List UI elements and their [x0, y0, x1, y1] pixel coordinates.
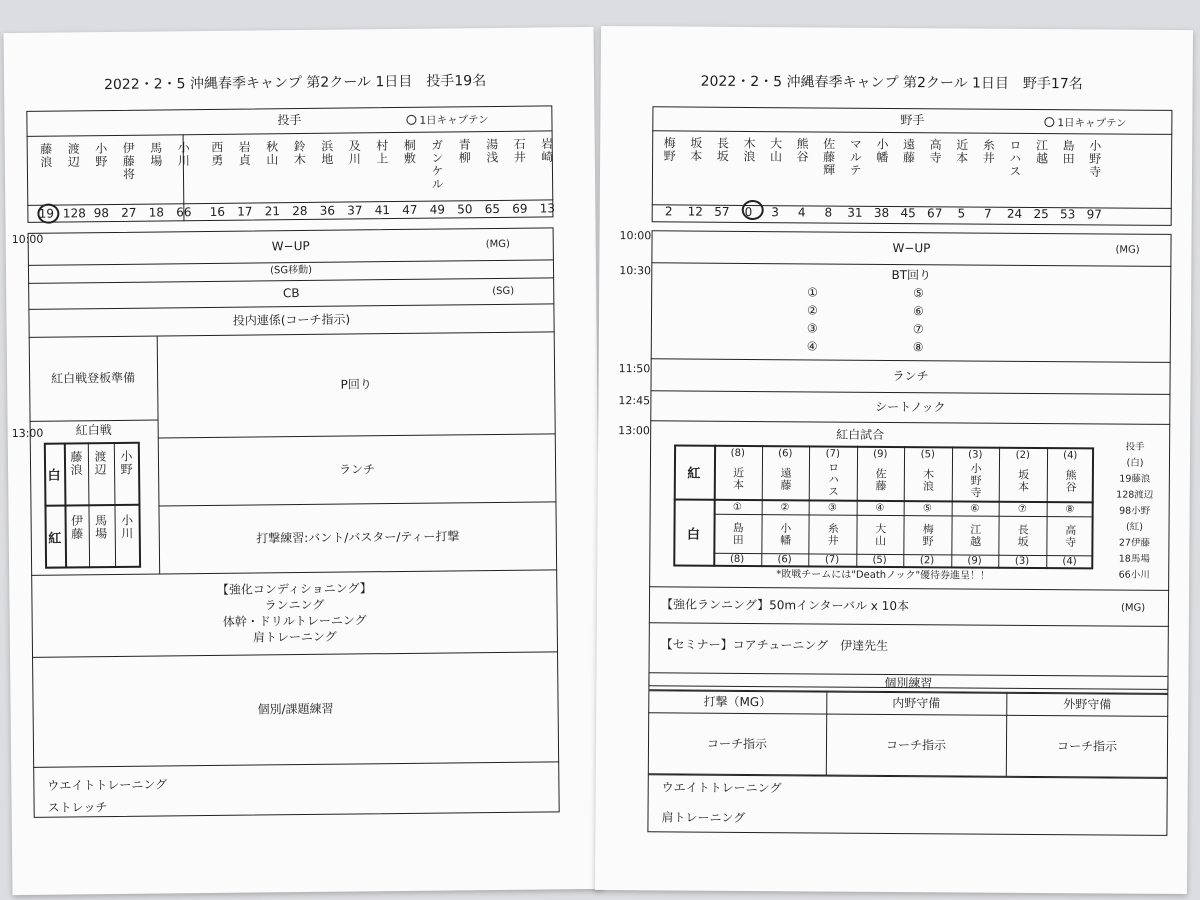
player-name: 高寺 — [928, 138, 943, 165]
white-team-label: 白 — [686, 527, 701, 543]
pitcher-name: 渡辺 — [92, 450, 108, 477]
red-pitchers-label: (紅) — [1126, 521, 1144, 533]
conditioning-item: 体幹・ドリルトレーニング — [222, 613, 367, 629]
player-number: 41 — [374, 203, 391, 218]
white-player: 長坂 — [1016, 523, 1030, 548]
captain-circle — [37, 204, 59, 224]
kohaku-title: 紅白試合 — [836, 427, 885, 442]
bt-group: ② — [806, 303, 818, 318]
player-name: 岩貞 — [237, 140, 252, 167]
player-number: 97 — [1086, 207, 1103, 222]
conditioning-item: 肩トレーニング — [252, 629, 337, 645]
white-player: 高寺 — [1063, 524, 1077, 549]
player-name: 岩崎 — [539, 137, 554, 164]
red-player: 熊谷 — [1064, 469, 1078, 494]
coach-cell: コーチ指示 — [1056, 739, 1118, 754]
player-name: 小野 — [93, 142, 108, 169]
pitcher-name: 藤浪 — [68, 450, 84, 477]
bt-group: ③ — [806, 321, 818, 336]
player-name: 糸井 — [981, 138, 996, 165]
batting-order: ④ — [875, 502, 885, 514]
section-title: 投手 — [277, 113, 302, 128]
captain-legend: 1日キャプテン — [1044, 115, 1126, 131]
shoulder-row: 肩トレーニング — [661, 810, 746, 825]
bt-group: ④ — [806, 339, 818, 354]
player-number: 21 — [264, 204, 281, 219]
batting-order: ③ — [827, 502, 837, 514]
circle-icon — [406, 115, 416, 125]
red-player: 近本 — [731, 466, 745, 491]
pitcher-schedule-sheet — [4, 27, 603, 895]
white-position: (9) — [967, 555, 982, 567]
player-number: 3 — [771, 205, 779, 220]
red-team-label: 紅 — [687, 466, 701, 482]
player-name: マルテ — [848, 137, 863, 177]
player-name: ガンケル — [429, 138, 445, 191]
player-name: 坂本 — [688, 136, 703, 163]
wup-row: W−UP — [271, 238, 310, 254]
player-number: 67 — [927, 206, 943, 221]
white-player: 小幡 — [778, 522, 792, 547]
player-name: 石井 — [512, 137, 527, 164]
red-player: 遠藤 — [779, 467, 793, 492]
white-player: 糸井 — [826, 522, 840, 547]
player-number: 13 — [539, 201, 556, 216]
player-number: 12 — [687, 204, 704, 219]
player-number: 24 — [1006, 206, 1023, 221]
player-number: 7 — [984, 206, 992, 221]
player-name: 小野寺 — [1087, 139, 1102, 179]
player-name: 島田 — [1061, 139, 1076, 166]
player-name: 桐敷 — [402, 138, 417, 165]
player-name: 村上 — [374, 139, 389, 166]
player-number: 36 — [319, 203, 336, 218]
player-name: 西勇 — [209, 140, 224, 167]
red-position: (5) — [920, 448, 935, 460]
white-position: (3) — [1014, 555, 1030, 567]
lunch-row: ランチ — [339, 462, 376, 477]
cb-tag: (SG) — [492, 285, 515, 298]
player-number: 2 — [664, 204, 673, 219]
stretch-row: ストレッチ — [47, 800, 108, 815]
circle-icon — [1044, 117, 1054, 127]
cb-row: CB — [282, 285, 300, 301]
coach-cell: コーチ指示 — [706, 736, 768, 752]
bt-title: BT回り — [891, 267, 932, 283]
time-label: 10:00 — [11, 232, 44, 247]
red-player: 小野寺 — [968, 462, 983, 499]
red-player: ロハス — [826, 461, 840, 498]
white-player: 島田 — [731, 521, 745, 546]
player-name: 江越 — [1034, 138, 1049, 166]
player-number: 19 — [38, 206, 55, 221]
batting-order: ⑤ — [922, 502, 932, 514]
pitcher-entry: 98小野 — [1119, 505, 1151, 517]
player-name: 近本 — [954, 138, 969, 165]
pitcher-entry: 19藤浪 — [1119, 473, 1151, 485]
outfield-col: 外野守備 — [1063, 697, 1112, 712]
time-label: 10:00 — [619, 229, 652, 243]
conditioning-item: ランニング — [264, 597, 325, 613]
player-name: 長坂 — [715, 136, 730, 163]
player-name: 梅野 — [662, 136, 677, 163]
kohaku-prep-cell: 紅白戦登板準備 — [51, 370, 136, 386]
red-position: (7) — [825, 448, 840, 460]
p-mawari-cell: P回り — [340, 377, 372, 392]
player-name: 鈴木 — [292, 139, 307, 167]
red-position: (9) — [873, 448, 888, 460]
player-name: 青柳 — [457, 138, 472, 165]
player-number: 5 — [957, 206, 966, 221]
renkei-row: 投内連係(コーチ指示) — [232, 312, 351, 328]
red-position: (2) — [1015, 449, 1030, 461]
player-name: 小幡 — [874, 137, 890, 164]
white-position: (7) — [824, 554, 840, 566]
bt-group: ⑥ — [912, 304, 924, 319]
player-number: 18 — [148, 205, 165, 220]
player-number: 65 — [484, 201, 501, 217]
player-name: 浜地 — [319, 139, 334, 166]
knock-row: シートノック — [875, 399, 946, 415]
batting-order: ⑥ — [970, 503, 980, 515]
kohaku-label: 紅白戦 — [75, 422, 112, 438]
player-name: ロハス — [1007, 138, 1023, 178]
conditioning-title: 【強化コンディショニング】 — [216, 580, 372, 597]
pitcher-entry: 128渡辺 — [1116, 489, 1154, 501]
pitcher-name: 小川 — [119, 513, 134, 540]
time-label: 12:45 — [618, 394, 651, 408]
pitcher-name: 小野 — [118, 449, 134, 476]
player-number: 31 — [847, 205, 863, 220]
white-position: (2) — [919, 554, 935, 566]
batting-row: 打撃練習:バント/バスター/ティー打撃 — [256, 529, 460, 546]
weight-row: ウエイトトレーニング — [661, 780, 782, 796]
player-number: 49 — [429, 202, 446, 217]
white-team-label: 白 — [47, 468, 61, 484]
time-label: 10:30 — [619, 264, 652, 278]
page-title: 2022・2・5 沖縄春季キャンプ 第2クール 1日目 野手17名 — [700, 73, 1083, 93]
white-player: 梅野 — [921, 523, 935, 548]
batting-order: ⑧ — [1065, 503, 1075, 515]
player-number: 25 — [1033, 206, 1049, 222]
white-position: (6) — [777, 553, 792, 565]
pitchers-title: 投手 — [1125, 441, 1145, 453]
seminar-row: 【セミナー】コアチューニング 伊達先生 — [660, 637, 889, 653]
player-number: 57 — [714, 204, 730, 219]
page-title: 2022・2・5 沖縄春季キャンプ 第2クール 1日目 投手19名 — [103, 73, 487, 94]
kobetsu-row: 個別/課題練習 — [257, 701, 334, 717]
coach-cell: コーチ指示 — [885, 737, 947, 753]
player-number: 47 — [402, 202, 418, 217]
wup-row: W−UP — [892, 240, 931, 256]
player-number: 28 — [292, 203, 308, 219]
time-label: 11:50 — [618, 362, 651, 376]
pitcher-entry: 27伊藤 — [1118, 537, 1151, 549]
white-pitchers-label: (白) — [1126, 457, 1144, 469]
lunch-row: ランチ — [892, 368, 929, 384]
white-player: 江越 — [968, 523, 982, 548]
player-number: 0 — [744, 204, 753, 220]
pitcher-entry: 18馬場 — [1118, 553, 1150, 565]
red-player: 佐藤 — [874, 467, 888, 492]
player-number: 38 — [873, 205, 890, 220]
player-name: 小川 — [176, 141, 191, 168]
time-label: 13:00 — [618, 424, 650, 438]
player-name: 遠藤 — [901, 138, 916, 165]
player-number: 66 — [176, 205, 192, 220]
red-player: 坂本 — [1016, 468, 1030, 493]
player-name: 及川 — [347, 139, 362, 166]
sg-move-row: (SG移動) — [269, 265, 313, 277]
batting-order: ② — [780, 501, 790, 513]
player-name: 大山 — [768, 137, 783, 164]
bt-group: ⑦ — [912, 322, 924, 337]
captain-legend: 1日キャプテン — [406, 112, 488, 128]
red-player: 木浪 — [921, 468, 935, 493]
batting-col: 打撃（MG） — [703, 694, 772, 710]
player-name: 伊藤将 — [121, 141, 136, 181]
player-number: 27 — [121, 205, 137, 220]
weight-block — [47, 773, 167, 818]
player-name: 木浪 — [741, 136, 757, 164]
bt-group: ① — [807, 285, 818, 300]
white-player: 大山 — [873, 522, 887, 547]
player-number: 16 — [209, 204, 226, 219]
player-name: 藤浪 — [38, 142, 53, 169]
kobetsu-title: 個別練習 — [884, 675, 933, 691]
player-name: 渡辺 — [66, 142, 81, 169]
player-number: 17 — [237, 204, 253, 219]
red-position: (4) — [1063, 449, 1078, 461]
player-name: 熊谷 — [795, 137, 810, 164]
pitcher-assignments — [1101, 439, 1168, 583]
player-name: 湯浅 — [484, 137, 499, 165]
weight-block — [661, 772, 781, 833]
pitcher-name: 伊藤 — [69, 514, 84, 541]
player-number: 50 — [457, 202, 473, 217]
player-number: 8 — [824, 205, 833, 220]
bt-group: ⑧ — [912, 340, 924, 355]
red-team-label: 紅 — [48, 531, 62, 547]
conditioning-block — [31, 569, 558, 657]
player-number: 37 — [347, 203, 363, 218]
batting-order: ⑦ — [1017, 503, 1027, 515]
red-position: (6) — [778, 447, 793, 459]
running-row: 【強化ランニング】50mインターバル x 10本 — [660, 597, 910, 614]
death-knock-note: *敗戦チームには"Deathノック"優待券進呈！！ — [776, 569, 991, 582]
pitcher-name: 馬場 — [93, 514, 108, 541]
captain-circle — [742, 200, 764, 220]
bt-group: ⑤ — [913, 286, 924, 301]
red-position: (8) — [730, 447, 745, 459]
player-name: 秋山 — [264, 140, 279, 167]
batting-order: ① — [732, 501, 742, 513]
weight-row: ウエイトトレーニング — [47, 777, 168, 793]
white-position: (4) — [1062, 555, 1077, 567]
infield-col: 内野守備 — [892, 695, 941, 711]
wup-tag: (MG) — [485, 238, 510, 251]
section-title: 野手 — [900, 112, 925, 128]
player-number: 98 — [93, 206, 110, 221]
running-tag: (MG) — [1120, 602, 1146, 614]
pitcher-entry: 66小川 — [1118, 569, 1150, 581]
player-name: 佐藤輝 — [821, 137, 836, 177]
white-position: (8) — [729, 553, 745, 565]
wup-tag: (MG) — [1115, 244, 1140, 256]
player-number: 4 — [797, 205, 806, 220]
white-position: (5) — [872, 554, 887, 566]
player-number: 69 — [512, 201, 528, 216]
fielder-schedule-sheet — [595, 26, 1193, 894]
player-name: 馬場 — [148, 141, 163, 168]
time-label: 13:00 — [11, 426, 44, 441]
player-number: 53 — [1060, 207, 1076, 222]
red-position: (3) — [968, 449, 983, 461]
player-number: 45 — [900, 206, 916, 221]
player-number: 128 — [62, 206, 86, 221]
